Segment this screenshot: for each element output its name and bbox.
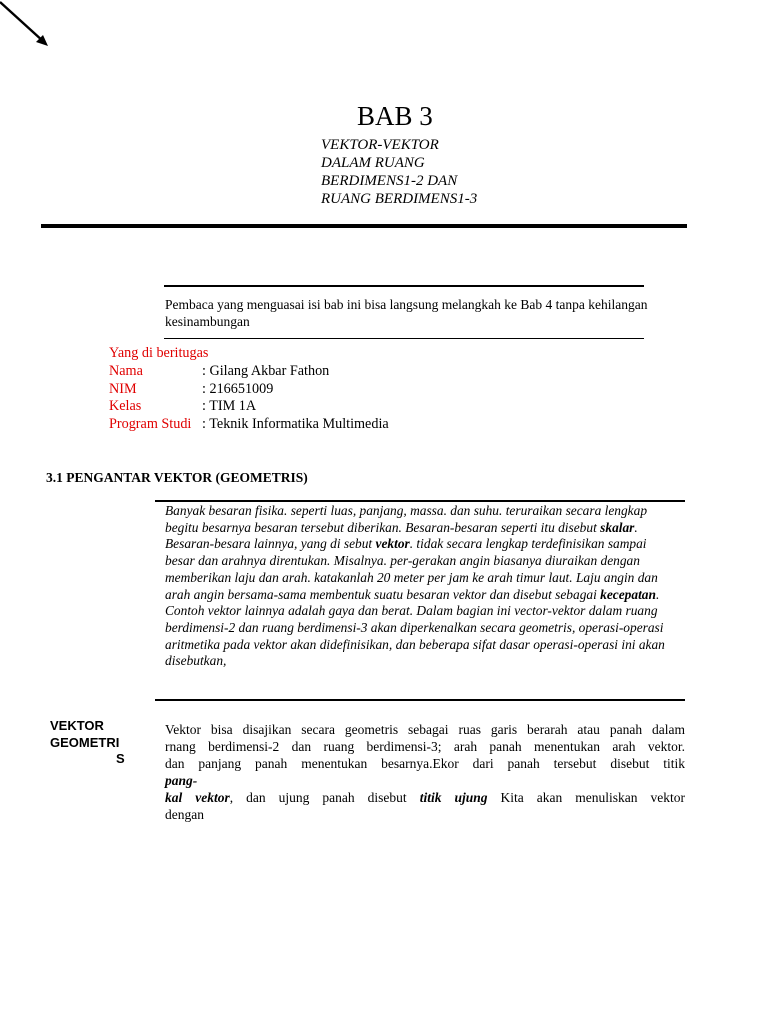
identity-block: [109, 345, 389, 434]
identity-row: [109, 416, 389, 434]
side-label-line: GEOMETRI: [50, 734, 120, 750]
identity-value: : TIM 1A: [202, 398, 257, 415]
body-line: Vektor bisa disajikan secara geometris sebagai ruas garis berarah atau panah dalam: [165, 722, 685, 737]
side-label-line: VEKTOR: [50, 718, 104, 733]
side-label: [50, 718, 130, 768]
identity-label: NIM: [109, 380, 137, 397]
subtitle-line: VEKTOR-VEKTOR: [321, 137, 439, 153]
chapter-title: BAB 3: [357, 101, 433, 131]
intro-paragraph: Banyak besaran fisika. seperti luas, panjang, massa. dan suhu. teruraikan secara lengkap begitu besarnya besaran tersebut diberikan. Besaran-besaran seperti itu disebut skalar. Besaran-besara lainnya, yang di sebut vektor. tidak secara lengkap terdefinisikan sampai besar dan arahnya direntukan. Misalnya. per-gerakan angin biasanya diuraikan dengan memberikan laju dan arah. katakanlah 20 meter per jam ke arah timur laut. Laju angin dan arah angin bersama-sama membentuk suatu besaran vektor dan disebut sebagai kecepatan. Contoh vektor lainnya adalah gaya dan berat. Dalam bagian ini vector-vektor dalam ruang berdimensi-2 dan ruang berdimensi-3 akan diperkenalkan secara geometris, operasi-operasi aritmetika pada vektor akan didefinisikan, dan beberapa sifat dasar operasi-operasi ini akan disebutkan,: [165, 503, 665, 669]
side-label-line: S: [116, 751, 125, 766]
term-pangkal: pang-: [165, 773, 198, 788]
section-top-rule: [155, 500, 685, 502]
identity-heading: Yang di beritugas: [109, 345, 209, 361]
chapter-divider: [41, 224, 687, 228]
body-line: dengan: [165, 807, 204, 822]
section-heading: 3.1 PENGANTAR VEKTOR (GEOMETRIS): [46, 470, 308, 485]
body-line: [165, 772, 685, 789]
term-pangkal-vektor: kal vektor: [165, 790, 230, 805]
subtitle-line: RUANG BERDIMENS1-3: [321, 191, 478, 207]
term-titik-ujung: titik ujung: [419, 790, 488, 805]
identity-value: : Gilang Akbar Fathon: [202, 362, 330, 379]
term-kecepatan: kecepatan: [600, 586, 656, 602]
note-bottom-rule: [164, 338, 644, 339]
identity-row: [109, 398, 389, 416]
chapter-subtitle: [321, 136, 477, 208]
identity-value: : Teknik Informatika Multimedia: [202, 416, 389, 433]
identity-label: Nama: [109, 362, 143, 379]
body-paragraph: [165, 721, 685, 823]
intro-bottom-rule: [155, 699, 685, 701]
arrow-icon: [0, 0, 60, 56]
term-vektor: vektor: [375, 536, 410, 552]
body-line: dan panjang panah menentukan besarnya.Ekor dari panah tersebut disebut titik: [165, 756, 685, 771]
note-top-rule: [164, 285, 644, 287]
reader-note: Pembaca yang menguasai isi bab ini bisa langsung melangkah ke Bab 4 tanpa kehilangan kesinambungan: [165, 297, 648, 329]
identity-label: Program Studi: [109, 416, 192, 433]
subtitle-line: DALAM RUANG: [321, 155, 425, 171]
identity-label: Kelas: [109, 398, 142, 415]
identity-row: [109, 381, 389, 399]
subtitle-line: BERDIMENS1-2 DAN: [321, 173, 458, 189]
body-line: kal vektor, dan ujung panah disebut titik ujung Kita akan menuliskan vektor: [165, 790, 685, 805]
identity-row: [109, 363, 389, 381]
identity-value: : 216651009: [202, 380, 274, 397]
term-skalar: skalar: [600, 519, 635, 535]
body-line: rnang berdimensi-2 dan ruang berdimensi-3; arah panah menentukan arah vektor.: [165, 739, 685, 754]
